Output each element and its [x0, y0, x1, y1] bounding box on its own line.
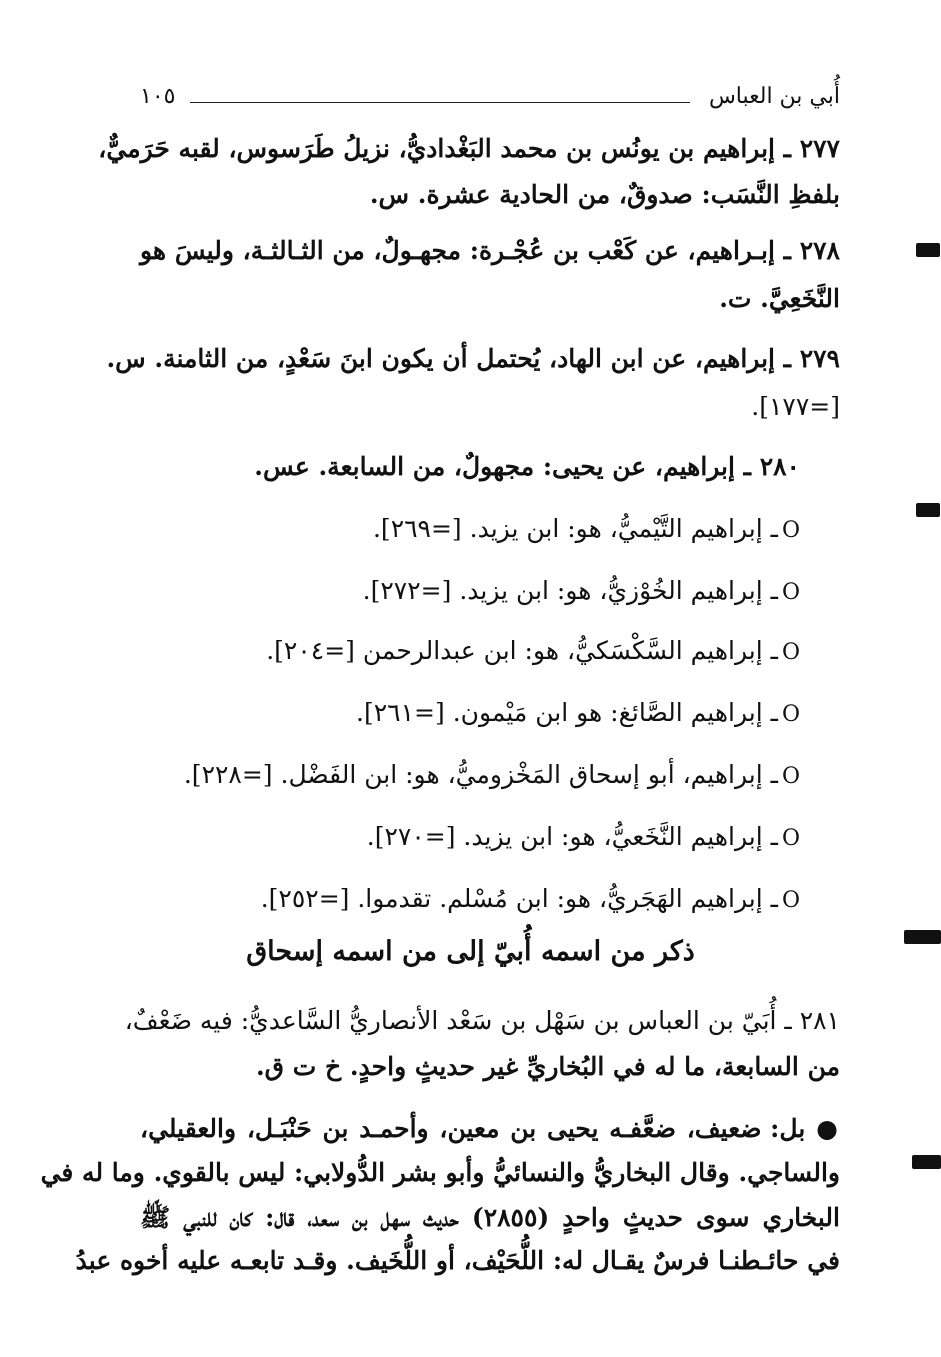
reference-text: ـ إبراهيم الخُوْزيُّ، هو: ابن يزيد. [=٢٧٢].: [362, 576, 778, 605]
note-line: [140, 1114, 840, 1143]
circle-marker-icon: O: [781, 640, 800, 665]
reference-list: [140, 508, 800, 928]
reference-text: ـ إبراهيم التَّيْميُّ، هو: ابن يزيد. [=٢٦٩].: [372, 514, 778, 543]
page-header: [140, 80, 840, 114]
entry-line: بلفظِ النَّسَب: صدوقٌ، من الحادية عشرة. س.: [369, 180, 840, 209]
entry-281: [124, 1002, 840, 1092]
entry-line: ٢٧٨ ـ إبـراهيم، عن كَعْب بن عُجْـرة: مجهـولٌ، من الثـالثـة، وليسَ هو: [140, 236, 840, 265]
reference-item: [363, 576, 800, 605]
reference-text: ـ إبراهيم الصَّائغ: هو ابن مَيْمون. [=٢٦١].: [356, 698, 778, 727]
entry-line: النَّخَعِيَّ. ت.: [719, 284, 840, 313]
page-number: ١٠٥: [140, 84, 176, 109]
reference-item: [373, 514, 800, 543]
circle-marker-icon: O: [781, 888, 800, 913]
entry-line: ٢٧٧ ـ إبراهيم بن يونُس بن محمد البَغْداديُّ، نزيلُ طَرَسوس، لقبه حَرَميٌّ،: [98, 134, 840, 163]
entry-line: من السابعة، ما له في البُخاريِّ غير حديثٍ واحدٍ. خ ت ق.: [255, 1052, 840, 1081]
entry-line: ٢٨٠ ـ إبراهيم، عن يحيى: مجهولٌ، من السابعة. عس.: [254, 452, 800, 481]
reference-item: [184, 760, 800, 789]
note-line: البخاري سوى حديثٍ واحدٍ (٢٨٥٥) حديث سهل بن سعد، قال: كان للنبي ﷺ: [140, 1203, 840, 1232]
margin-mark: [916, 503, 940, 517]
entry-279: [106, 340, 840, 430]
reference-text: ـ إبراهيم الهَجَريُّ، هو: ابن مُسْلم. تقدموا. [=٢٥٢].: [260, 884, 778, 913]
margin-mark: [904, 930, 941, 944]
entry-278: [140, 232, 840, 322]
header-rule: [190, 102, 690, 103]
reference-item: [356, 698, 800, 727]
circle-marker-icon: O: [781, 518, 800, 543]
bullet-icon: ●: [816, 1114, 840, 1143]
entry-277: [98, 130, 840, 220]
reference-item: [261, 884, 800, 913]
entry-280: [140, 448, 800, 492]
note-line: في حائـطنـا فرسٌ يقـال له: اللُّحَيْف، أو اللُّخَيف. وقـد تابعـه عليه أخوه عبدُ: [75, 1246, 840, 1275]
circle-marker-icon: O: [781, 580, 800, 605]
running-head: أُبي بن العباس: [708, 84, 840, 109]
entry-line: ٢٨١ ـ أُبَيّ بن العباس بن سَهْل بن سَعْد الأنصاريُّ السَّاعديُّ: فيه ضَعْفٌ،: [124, 1006, 840, 1035]
reference-text: ـ إبراهيم السَّكْسَكيُّ، هو: ابن عبدالرحمن [=٢٠٤].: [266, 636, 778, 665]
section-heading: ذكر من اسمه أُبيّ إلى من اسمه إسحاق: [246, 936, 695, 967]
margin-mark: [916, 243, 940, 257]
reference-item: [266, 636, 800, 665]
circle-marker-icon: O: [781, 826, 800, 851]
note-line: والساجي. وقال البخاريُّ والنسائيُّ وأبو بشر الدُّولابي: ليس بالقوي. وما له في: [40, 1158, 840, 1187]
reference-text: ـ إبراهيم النَّخَعيُّ، هو: ابن يزيد. [=٢٧٠].: [366, 822, 778, 851]
entry-line: [=١٧٧].: [751, 392, 840, 421]
margin-mark: [912, 1155, 941, 1169]
entry-line: ٢٧٩ ـ إبراهيم، عن ابن الهاد، يُحتمل أن يكون ابنَ سَعْدٍ، من الثامنة. س.: [106, 344, 840, 373]
circle-marker-icon: O: [781, 764, 800, 789]
note-text: بل: ضعيف، ضعَّفـه يحيى بن معين، وأحمـد بن حَنْبَـل، والعقيلي،: [140, 1114, 806, 1143]
reference-text: ـ إبراهيم، أبو إسحاق المَخْزوميُّ، هو: ابن الفَضْل. [=٢٢٨].: [183, 760, 778, 789]
note-paragraph: [40, 1110, 840, 1290]
circle-marker-icon: O: [781, 702, 800, 727]
reference-item: [367, 822, 800, 851]
